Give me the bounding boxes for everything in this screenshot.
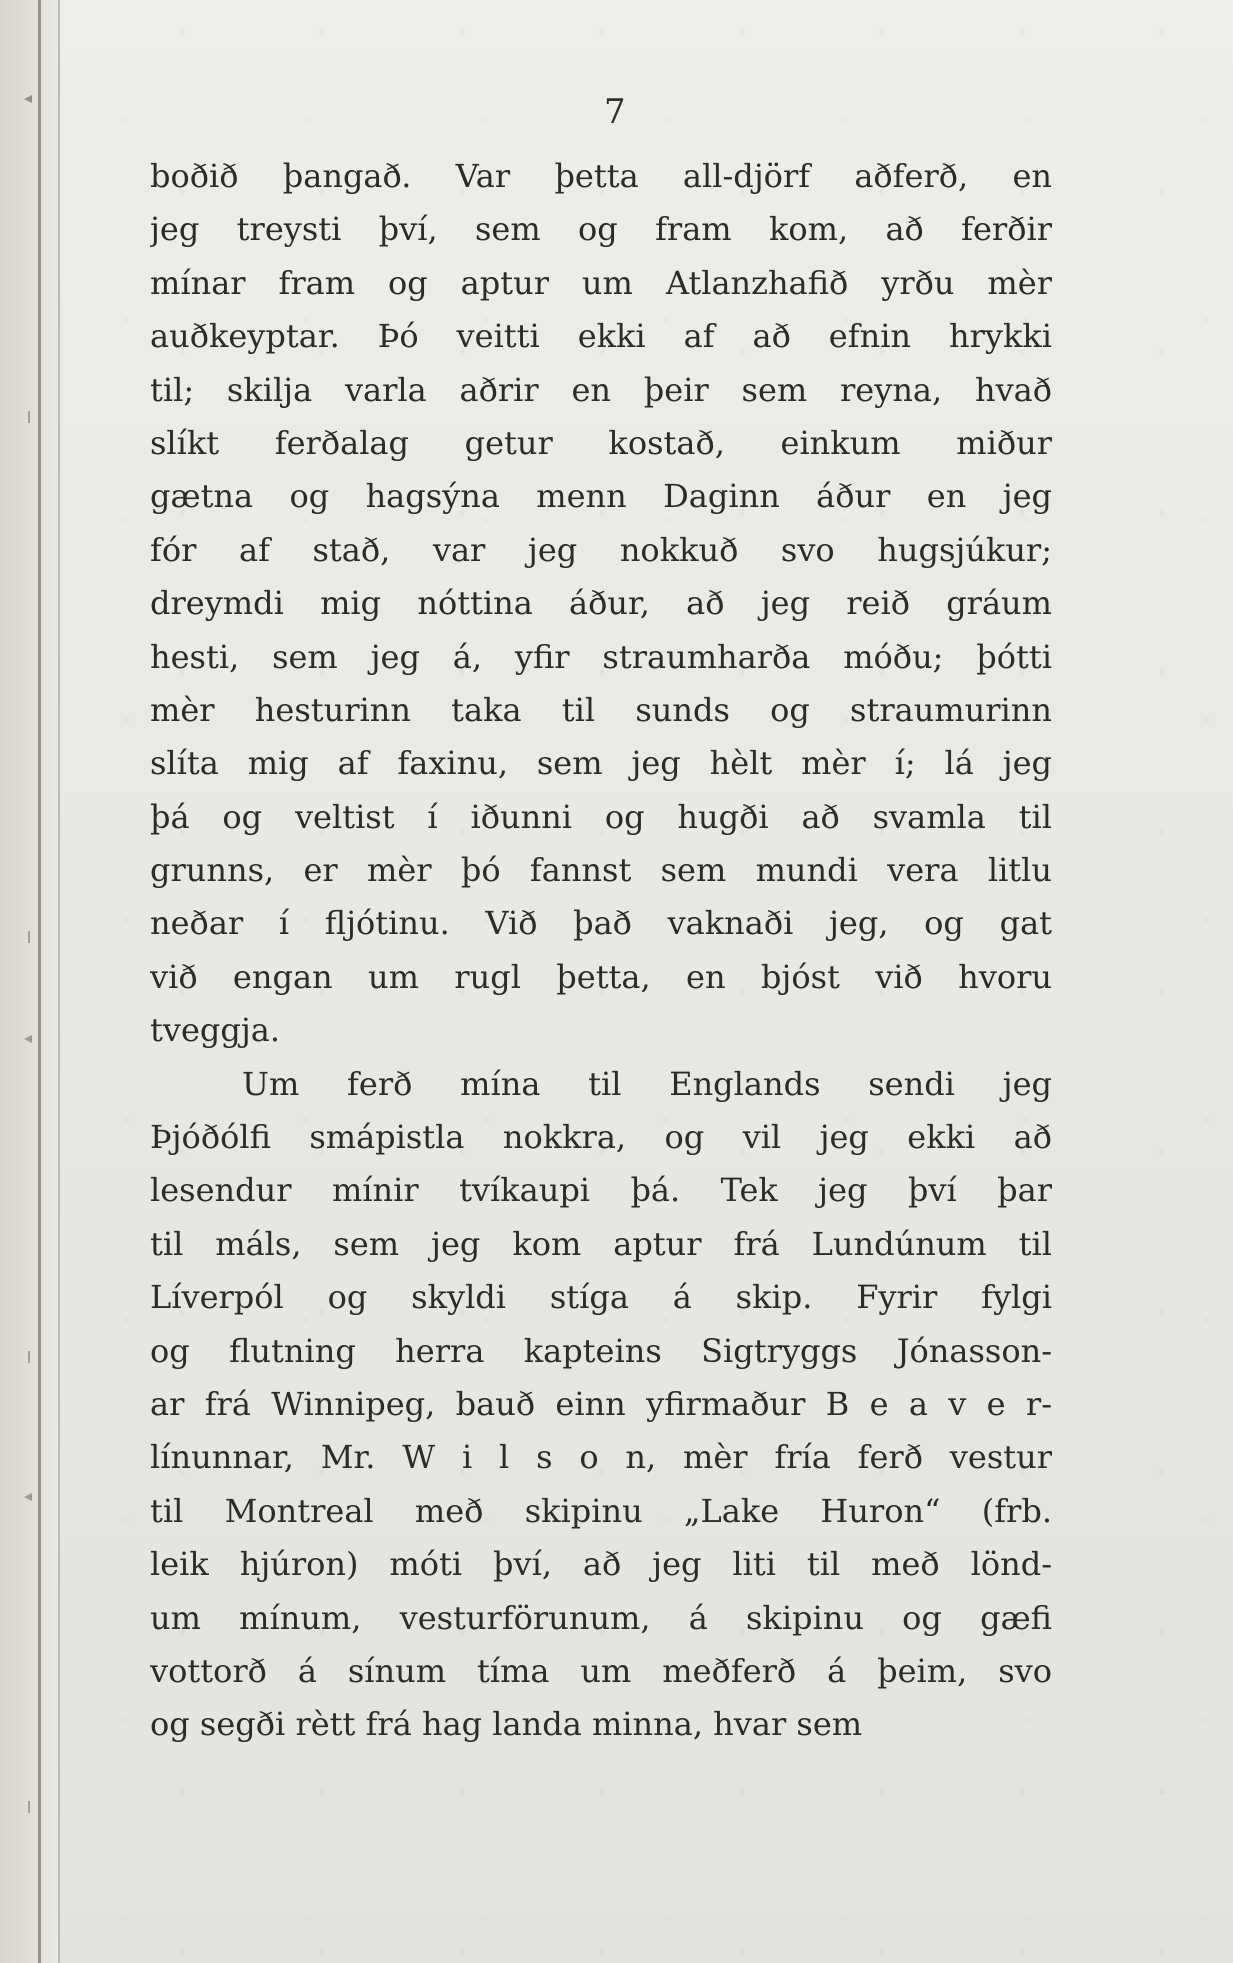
text-line: mèr hesturinn taka til sunds og straumurinn xyxy=(150,690,1052,729)
text-line: jeg treysti því, sem og fram kom, að ferðir xyxy=(150,210,1052,249)
text-line: Þjóðólfi smápistla nokkra, og vil jeg ekki að xyxy=(150,1118,1052,1157)
text-line: mínar fram og aptur um Atlanzhafið yrðu mèr xyxy=(150,263,1052,302)
text-line: og flutning herra kapteins Sigtryggs Jónasson- xyxy=(150,1331,1052,1370)
gutter-line xyxy=(38,0,41,1963)
text-line: slíkt ferðalag getur kostað, einkum miður xyxy=(150,423,1052,462)
text-line: boðið þangað. Var þetta all-djörf aðferð, en xyxy=(150,157,1052,195)
gutter-arrow-mark xyxy=(22,92,36,106)
text-line: línunnar, Mr. W i l s o n, mèr fría ferð vestur xyxy=(150,1438,1052,1477)
text-line: tveggja. xyxy=(150,1011,281,1050)
text-line: lesendur mínir tvíkaupi þá. Tek jeg því þar xyxy=(150,1171,1052,1210)
text-line: grunns, er mèr þó fannst sem mundi vera litlu xyxy=(150,851,1052,890)
text-line: leik hjúron) móti því, að jeg liti til með lönd- xyxy=(150,1545,1052,1584)
text-line: þá og veltist í iðunni og hugði að svamla til xyxy=(150,797,1052,836)
text-line: gætna og hagsýna menn Daginn áður en jeg xyxy=(150,477,1052,516)
gutter-arrow-mark xyxy=(22,1490,36,1504)
gutter-tick-mark xyxy=(22,1800,36,1814)
page-text xyxy=(150,150,1052,1752)
gutter-tick-mark xyxy=(22,1350,36,1364)
page-number: 7 xyxy=(604,92,627,132)
text-line: um mínum, vesturförunum, á skipinu og gæfi xyxy=(150,1598,1052,1637)
text-line: auðkeyptar. Þó veitti ekki af að efnin hrykki xyxy=(150,317,1052,356)
text-line: til máls, sem jeg kom aptur frá Lundúnum til xyxy=(150,1224,1052,1263)
text-line: til; skilja varla aðrir en þeir sem reyna, hvað xyxy=(150,370,1052,409)
text-line: dreymdi mig nóttina áður, að jeg reið gráum xyxy=(150,584,1052,623)
text-line: ar frá Winnipeg, bauð einn yfirmaður B e a v e r- xyxy=(150,1384,1052,1423)
text-line: fór af stað, var jeg nokkuð svo hugsjúkur; xyxy=(150,530,1052,569)
text-line: til Montreal með skipinu „Lake Huron“ (frb. xyxy=(150,1491,1052,1530)
text-line: og segði rètt frá hag landa minna, hvar sem xyxy=(150,1705,863,1744)
text-line: Um ferð mína til Englands sendi jeg xyxy=(242,1064,1052,1103)
text-line: við engan um rugl þetta, en bjóst við hvoru xyxy=(150,957,1052,996)
text-line: hesti, sem jeg á, yfir straumharða móðu; þótti xyxy=(150,637,1052,676)
text-line: neðar í fljótinu. Við það vaknaði jeg, og gat xyxy=(150,904,1052,943)
gutter-arrow-mark xyxy=(22,1032,36,1046)
text-line: slíta mig af faxinu, sem jeg hèlt mèr í; lá jeg xyxy=(150,744,1052,783)
text-line: vottorð á sínum tíma um meðferð á þeim, svo xyxy=(150,1651,1052,1690)
binding-gutter xyxy=(0,0,60,1963)
text-line: Líverpól og skyldi stíga á skip. Fyrir fylgi xyxy=(150,1278,1052,1317)
gutter-tick-mark xyxy=(22,410,36,424)
gutter-tick-mark xyxy=(22,930,36,944)
